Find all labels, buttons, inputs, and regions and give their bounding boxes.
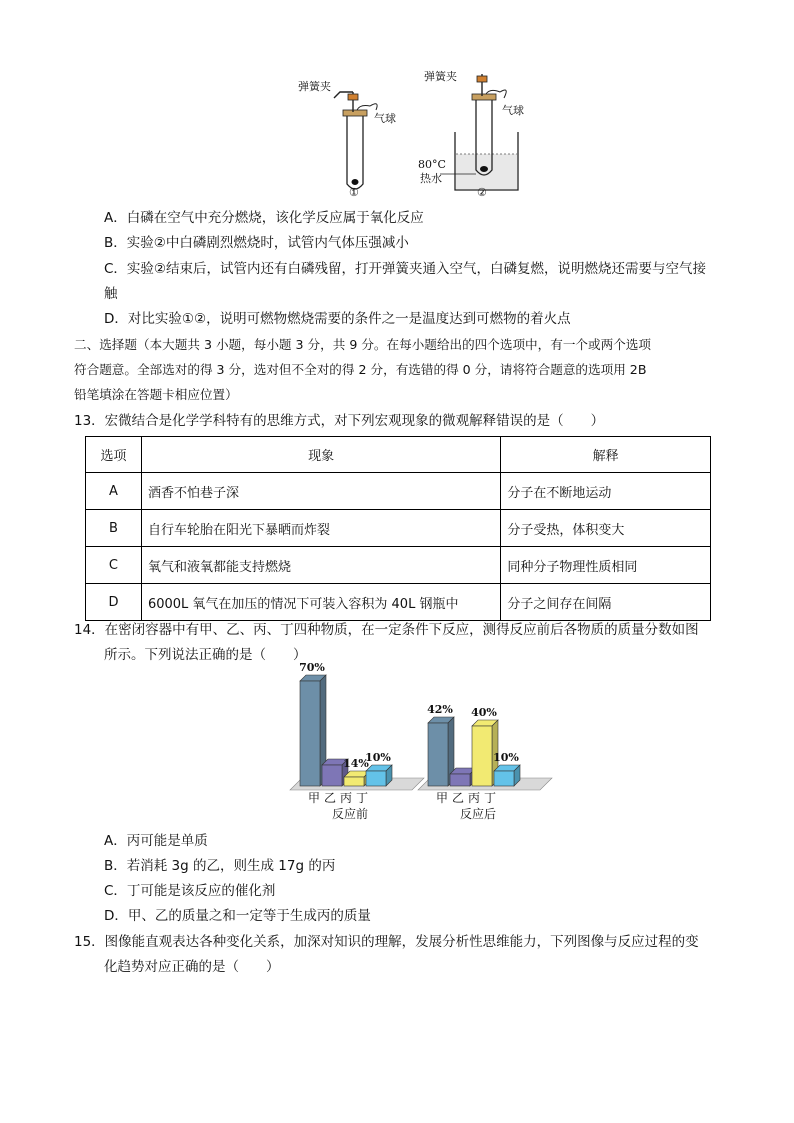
table-cell: D [86,584,142,621]
test-tube-1 [334,92,377,189]
category-label: 乙 [323,791,337,805]
data-label: 40% [471,706,497,719]
spring-clip-label-2: 弹簧夹 [424,70,457,83]
q12-option-b: B．实验②中白磷剧烈燃烧时，试管内气体压强减小 [104,235,409,251]
q13-stem: 13．宏微结合是化学学科特有的思维方式，对下列宏观现象的微观解释错误的是（ ） [74,413,605,429]
mass-fraction-bar-chart [270,661,560,828]
tube-number-1: ① [349,186,359,199]
group-label: 反应前 [331,807,369,821]
data-label: 70% [299,661,325,674]
table-header: 现象 [141,437,500,473]
category-label: 丙 [467,791,481,805]
table-cell: 同种分子物理性质相同 [501,547,711,584]
category-label: 丁 [483,791,497,805]
category-label: 乙 [451,791,465,805]
bar-丁 [494,771,514,786]
table-cell: A [86,473,142,510]
table-header: 解释 [501,437,711,473]
group-label: 反应后 [459,807,497,821]
data-label: 10% [493,751,519,764]
q14-option-c: C．丁可能是该反应的催化剂 [104,883,276,899]
balloon-label-1: 气球 [374,112,396,125]
q14-stem-2: 所示。下列说法正确的是（ ） [104,647,307,663]
bar-丁 [366,771,386,786]
section2-line1: 二、选择题（本大题共 3 小题，每小题 3 分，共 9 分。在每小题给出的四个选项中，有一个或两个选项 [74,337,651,352]
test-tube-2-in-beaker [440,74,518,190]
section2-line2: 符合题意。全部选对的得 3 分，选对但不全对的得 2 分，有选错的得 0 分，请将符合题意的选项用 2B [74,362,647,377]
q14-option-b: B．若消耗 3g 的乙，则生成 17g 的丙 [104,858,336,874]
table-cell: 分子受热，体积变大 [501,510,711,547]
table-cell: 酒香不怕巷子深 [141,473,500,510]
q14-option-a: A．丙可能是单质 [104,833,208,849]
table-row [86,547,711,584]
q12-option-c: C．实验②结束后，试管内还有白磷残留，打开弹簧夹通入空气，白磷复燃，说明燃烧还需要与空气接 [104,261,707,277]
table-row [86,584,711,621]
table-cell: 氧气和液氧都能支持燃烧 [141,547,500,584]
bar-甲 [300,681,320,786]
table-cell: 6000L 氧气在加压的情况下可装入容积为 40L 钢瓶中 [141,584,500,621]
table-header: 选项 [86,437,142,473]
table-header-row [86,437,711,473]
bar-乙 [322,765,342,786]
bar-丙 [344,777,364,786]
table-cell: 自行车轮胎在阳光下暴晒而炸裂 [141,510,500,547]
data-label: 14% [343,757,369,770]
table-row [86,473,711,510]
table-row [86,510,711,547]
data-label: 10% [365,751,391,764]
table-cell: C [86,547,142,584]
data-label: 42% [427,703,453,716]
q12-option-d: D．对比实验①②，说明可燃物燃烧需要的条件之一是温度达到可燃物的着火点 [104,311,571,327]
q13-table [85,436,711,621]
q14-option-d: D．甲、乙的质量之和一定等于生成丙的质量 [104,908,371,924]
table-cell: 分子在不断地运动 [501,473,711,510]
section2-line3: 铅笔填涂在答题卡相应位置） [74,387,238,402]
balloon-label-2: 气球 [502,104,524,117]
bar-甲 [428,723,448,786]
table-cell: B [86,510,142,547]
category-label: 丁 [355,791,369,805]
spring-clip-label-1: 弹簧夹 [298,80,331,93]
q12-option-c-cont: 触 [104,286,118,302]
hot-water-label: 热水 [420,172,442,185]
q15-stem-2: 化趋势对应正确的是（ ） [104,959,280,975]
tube-number-2: ② [477,186,487,199]
q14-stem-1: 14．在密闭容器中有甲、乙、丙、丁四种物质，在一定条件下反应，测得反应前后各物质的质量分数如图 [74,622,699,638]
bar-乙 [450,774,470,786]
q12-option-a: A．白磷在空气中充分燃烧，该化学反应属于氧化反应 [104,210,424,226]
temperature-label: 80°C [418,158,446,171]
bar-丙 [472,726,492,786]
category-label: 甲 [307,791,321,805]
category-label: 丙 [339,791,353,805]
q15-stem-1: 15．图像能直观表达各种变化关系，加深对知识的理解，发展分析性思维能力，下列图像与反应过程的变 [74,934,699,950]
category-label: 甲 [435,791,449,805]
table-cell: 分子之间存在间隔 [501,584,711,621]
